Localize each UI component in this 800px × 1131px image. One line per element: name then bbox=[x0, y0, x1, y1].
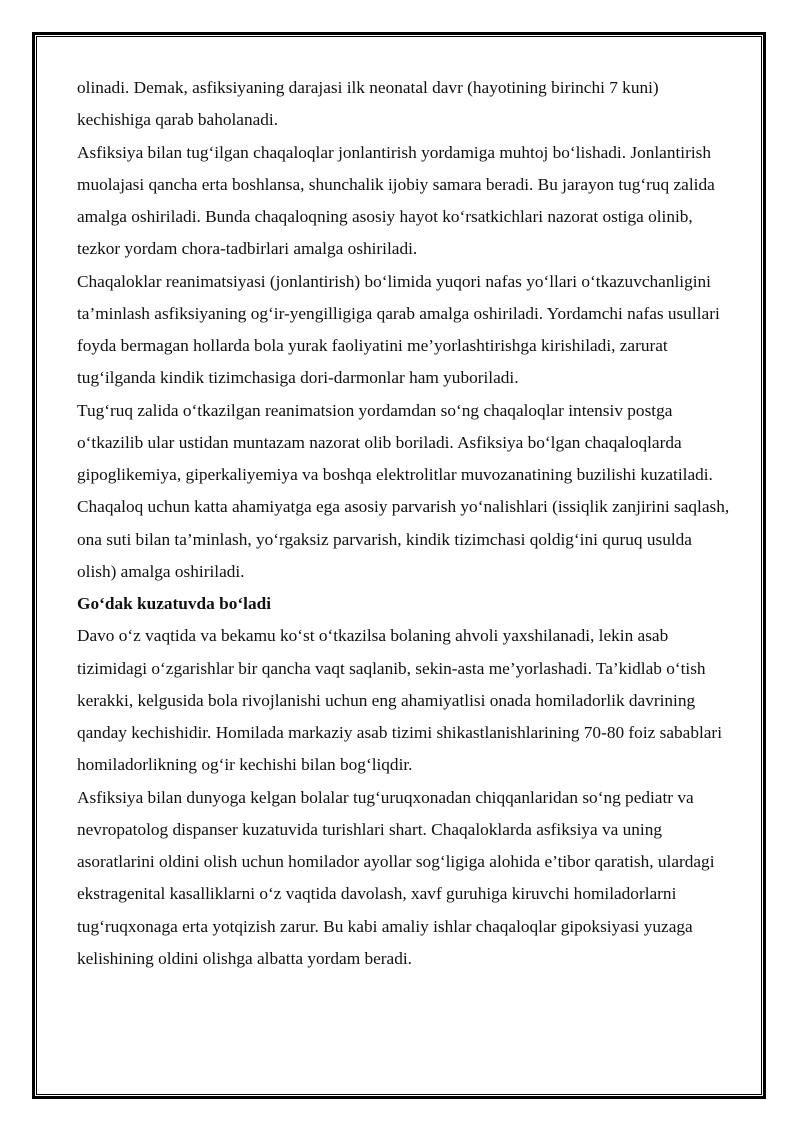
paragraph-4: Tug‘ruq zalida o‘tkazilgan reanimatsion yordamdan so‘ng chaqaloqlar intensiv postga o‘tkazilib ular ustidan muntazam nazorat olib boriladi. Asfiksiya bo‘lgan chaqaloqlarda gipoglikemiya, giperkaliyemiya va boshqa elektrolitlar muvozanatining buzilishi kuzatiladi. Chaqaloq uchun katta ahamiyatga ega asosiy parvarish yo‘nalishlari (issiqlik zanjirini saqlash, ona suti bilan ta’minlash, yo‘rgaksiz parvarish, kindik tizimchasi qoldig‘ini quruq usulda olish) amalga oshiriladi. bbox=[77, 400, 730, 581]
section-heading: Go‘dak kuzatuvda bo‘ladi bbox=[77, 594, 271, 613]
paragraph-5: Davo o‘z vaqtida va bekamu ko‘st o‘tkazilsa bolaning ahvoli yaxshilanadi, lekin asab tizimidagi o‘zgarishlar bir qancha vaqt saqlanib, sekin-asta me’yorlashadi. Ta’kidlab o‘tish kerakki, kelgusida bola rivojlanishi uchun eng ahamiyatlisi onada homiladorlik davrining qanday kechishidir. Homilada markaziy asab tizimi shikastlanishlarining 70-80 foiz sabablari homiladorlikning og‘ir kechishi bilan bog‘liqdir. bbox=[77, 626, 722, 775]
paragraph-2: Asfiksiya bilan tug‘ilgan chaqaloqlar jonlantirish yordamiga muhtoj bo‘lishadi. Jonlantirish muolajasi qancha erta boshlansa, shunchalik ijobiy samara beradi. Bu jarayon tug‘ruq zalida amalga oshiriladi. Bunda chaqaloqning asosiy hayot ko‘rsatkichlari nazorat ostiga olinib, tezkor yordam chora-tadbirlari amalga oshiriladi. bbox=[77, 142, 715, 259]
paragraph-3: Chaqaloklar reanimatsiyasi (jonlantirish) bo‘limida yuqori nafas yo‘llari o‘tkazuvchanligini ta’minlash asfiksiyaning og‘ir-yengilligiga qarab amalga oshiriladi. Yordamchi nafas usullari foyda bermagan hollarda bola yurak faoliyatini me’yorlashtirishga kirishiladi, zarurat tug‘ilganda kindik tizimchasiga dori-darmonlar ham yuboriladi. bbox=[77, 271, 720, 388]
paragraph-1: olinadi. Demak, asfiksiyaning darajasi ilk neonatal davr (hayotining birinchi 7 kuni) kechishiga qarab baholanadi. bbox=[77, 78, 659, 130]
document-body bbox=[77, 72, 732, 975]
paragraph-6: Asfiksiya bilan dunyoga kelgan bolalar tug‘uruqxonadan chiqqanlaridan so‘ng pediatr va nevropatolog dispanser kuzatuvida turishlari shart. Chaqaloklarda asfiksiya va uning asoratlarini oldini olish uchun homilador ayollar sog‘ligiga alohida e’tibor qaratish, ulardagi ekstragenital kasalliklarni o‘z vaqtida davolash, xavf guruhiga kiruvchi homiladorlarni tug‘ruqxonaga erta yotqizish zarur. Bu kabi amaliy ishlar chaqaloqlar gipoksiyasi yuzaga kelishining oldini olishga albatta yordam beradi. bbox=[77, 787, 715, 968]
